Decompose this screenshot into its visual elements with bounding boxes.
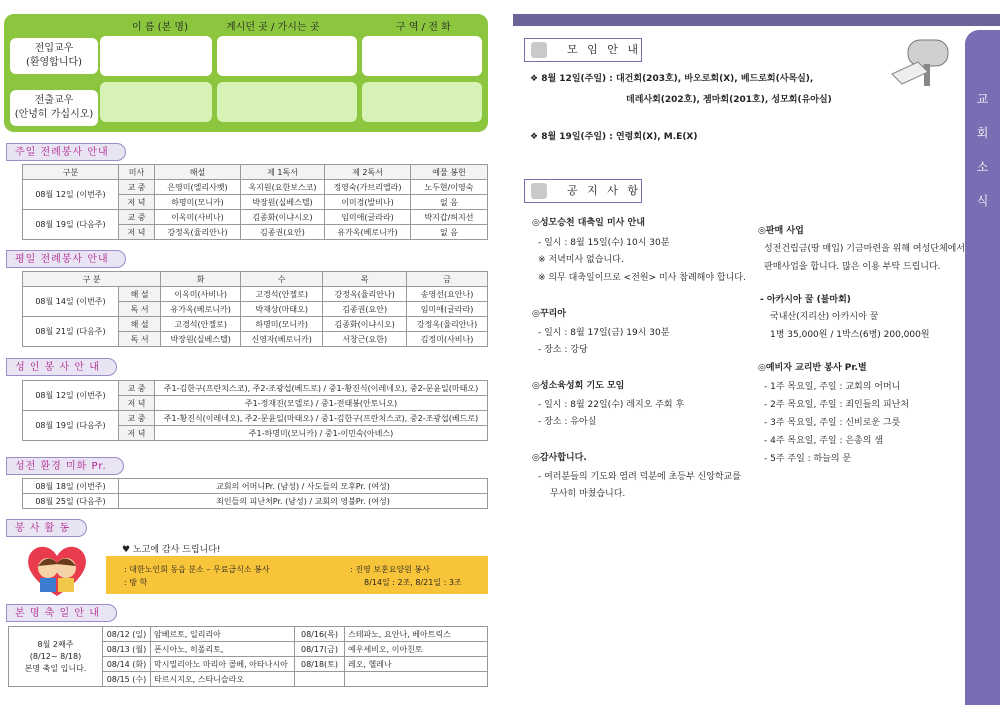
- table-cell: 교 중: [119, 180, 155, 195]
- notice-heading: ◎예비자 교리반 봉사 Pr.별: [758, 363, 867, 373]
- table-cell: 임미애(글라라): [325, 210, 411, 225]
- table-row: [23, 317, 488, 332]
- out-place-field[interactable]: [217, 82, 357, 122]
- eucharist-table: [22, 380, 488, 441]
- side-tab: [965, 30, 1000, 705]
- col-header: 수: [241, 272, 323, 287]
- meeting-line2: 데레사회(202호), 젬마회(201호), 성모회(유아실): [626, 95, 832, 105]
- notice-heading: ◎성모승천 대축일 미사 안내: [532, 218, 645, 228]
- table-cell: 예우세비오, 이아친토: [345, 642, 488, 657]
- notice-text: 무사히 마쳤습니다.: [550, 489, 626, 499]
- meeting-line3: ❖ 8월 19일(주일) : 연령회(X), M.E(X): [530, 132, 698, 142]
- notice-text: ※ 의무 대축일이므로 <전원> 미사 참례해야 합니다.: [538, 273, 746, 283]
- table-cell: 주1-하명미(모니카) / 중1-이민숙(아녜스): [155, 426, 488, 441]
- notice-heading: ◎감사합니다.: [532, 453, 587, 463]
- feast-title: 본 명 축 일 안 내: [6, 604, 117, 622]
- notice-heading: ◎꾸리아: [532, 309, 566, 319]
- weekday-title: 평일 전례봉사 안내: [6, 250, 126, 268]
- table-cell: 교회의 어머니Pr. (남성) / 사도들의 모후Pr. (여성): [119, 479, 488, 494]
- top-bar: [513, 14, 1000, 26]
- col-header: 미사: [119, 165, 155, 180]
- table-cell: 08월 19일 (다음주): [23, 411, 119, 441]
- table-cell: 김종권(요안): [241, 225, 325, 240]
- table-cell: 저 녁: [119, 225, 155, 240]
- table-cell: 이옥미(사비나): [155, 210, 241, 225]
- table-cell: 박장원(실베스텔): [161, 332, 241, 347]
- table-cell: 독 서: [119, 332, 161, 347]
- table-row: [23, 287, 488, 302]
- out-name-field[interactable]: [100, 82, 212, 122]
- table-row: [23, 411, 488, 426]
- notice-heading: ◎성소육성회 기도 모임: [532, 381, 625, 391]
- table-cell: 스테파노, 요안나, 베아트릭스: [345, 627, 488, 642]
- notice-title-box: [524, 179, 642, 203]
- side-tab-char: 식: [976, 194, 989, 208]
- notice-text: - 일시 : 8월 22일(수) 레지오 주회 후: [538, 400, 685, 410]
- table-cell: 고경석(안젤로): [161, 317, 241, 332]
- table-cell: 주1-황진식(이레네오), 주2-문윤일(마태오) / 중1-김한구(프란치스코), 중2-조광섭(베드로): [155, 411, 488, 426]
- col-header: 제 1독서: [241, 165, 325, 180]
- table-cell: 강정옥(율리안나): [323, 287, 407, 302]
- meeting-line1: ❖ 8월 12일(주일) : 대건회(203호), 바오로회(X), 베드로회(사목실),: [530, 74, 814, 84]
- table-cell: 임미애(글라라): [407, 302, 488, 317]
- table-cell: 김종권(요안): [323, 302, 407, 317]
- table-cell: 레오, 헬레나: [345, 657, 488, 672]
- table-cell: 주1-김한구(프란치스코), 주2-조광섭(베드로) / 중1-황진식(이레네오), 중2-문윤일(마태오): [155, 381, 488, 396]
- table-row: [23, 180, 488, 195]
- col-header: 제 2독서: [325, 165, 411, 180]
- table-row: [23, 165, 488, 180]
- table-cell: 08/18(토): [295, 657, 345, 672]
- in-name-field[interactable]: [100, 36, 212, 76]
- table-row: [23, 479, 488, 494]
- side-tab-char: 회: [976, 126, 989, 140]
- notice-text: 1병 35,000원 / 1박스(6병) 200,000원: [770, 330, 930, 340]
- table-cell: 저 녁: [119, 426, 155, 441]
- notice-text: - 여러분들의 기도와 염려 덕분에 초등부 신앙학교를: [538, 472, 741, 482]
- table-cell: [345, 672, 488, 687]
- table-cell: 08/13 (월): [103, 642, 151, 657]
- sunday-table: [22, 164, 488, 240]
- table-cell: 08/15 (수): [103, 672, 151, 687]
- notice-text: - 3주 목요일, 주일 : 신비로운 그릇: [764, 418, 901, 428]
- table-cell: 이옥미(사비나): [161, 287, 241, 302]
- col-header: 화: [161, 272, 241, 287]
- mailbox-icon: [888, 34, 954, 90]
- notice-text: - 일시 : 8월 15일(수) 10시 30분: [538, 238, 670, 248]
- children-illustration-icon: [22, 538, 92, 600]
- table-cell: 08월 21일 (다음주): [23, 317, 119, 347]
- in-place-field[interactable]: [217, 36, 357, 76]
- table-cell: 김종화(이냐시오): [323, 317, 407, 332]
- table-cell: 박지갑/허지선: [411, 210, 488, 225]
- out-district-field[interactable]: [362, 82, 482, 122]
- in-district-field[interactable]: [362, 36, 482, 76]
- table-cell: 08월 12일 (이번주): [23, 381, 119, 411]
- table-cell: [295, 672, 345, 687]
- table-row: [9, 627, 488, 642]
- table-cell: 저 녁: [119, 396, 155, 411]
- table-cell: 08월 25일 (다음주): [23, 494, 119, 509]
- header-name: 이 름 (본 명): [132, 22, 188, 33]
- meeting-title: 모 임 안 내: [567, 43, 641, 56]
- service-line1: : 대한노인회 동읍 분소 – 무료급식소 봉사: [124, 565, 270, 574]
- table-row: [23, 272, 488, 287]
- table-cell: 막시밀리아노 마리아 콜베, 아타나시아: [151, 657, 295, 672]
- notice-text: ※ 저녁미사 없습니다.: [538, 255, 624, 265]
- table-cell: 교 중: [119, 210, 155, 225]
- table-cell: 암베르토, 일리리아: [151, 627, 295, 642]
- table-cell: 신영자(베로니카): [241, 332, 323, 347]
- notice-text: - 5주 주일 : 하늘의 문: [764, 454, 852, 464]
- table-cell: 하명미(모니카): [241, 317, 323, 332]
- service-line4: 8/14일 : 2조, 8/21일 : 3조: [364, 578, 462, 587]
- side-tab-char: 교: [976, 92, 989, 106]
- table-cell: 08/16(목): [295, 627, 345, 642]
- table-cell: 정영숙(가브리엘라): [325, 180, 411, 195]
- table-cell: 은영미(엘리사벳): [155, 180, 241, 195]
- service-thanks: ♥ 노고에 감사 드립니다!: [122, 545, 221, 555]
- table-cell: 송영선(요안나): [407, 287, 488, 302]
- table-cell: 옥지원(요한보스코): [241, 180, 325, 195]
- eucharist-title: 성 인 봉 사 안 내: [6, 358, 117, 376]
- weekday-table: [22, 271, 488, 347]
- table-cell: 교 중: [119, 381, 155, 396]
- notice-text: 판매사업을 합니다. 많은 이용 부탁 드립니다.: [764, 262, 941, 272]
- table-cell: 저 녁: [119, 195, 155, 210]
- table-row: [23, 381, 488, 396]
- newcomer-in-label: 전입교우 (환영합니다): [10, 38, 98, 74]
- service-line2: : 방 학: [124, 578, 148, 587]
- table-cell: 08월 18일 (이번주): [23, 479, 119, 494]
- service-band: [106, 556, 488, 594]
- notice-text: - 일시 : 8월 17일(금) 19시 30분: [538, 328, 670, 338]
- table-cell: 타르시지오, 스타니슬라오: [151, 672, 295, 687]
- table-row: [23, 210, 488, 225]
- col-header: 예물 봉헌: [411, 165, 488, 180]
- table-cell: 박장원(실베스텔): [241, 195, 325, 210]
- table-cell: 유가옥(베로니카): [161, 302, 241, 317]
- notice-text: - 장소 : 유아실: [538, 417, 597, 427]
- table-cell: 08/17(금): [295, 642, 345, 657]
- table-cell: 08/12 (일): [103, 627, 151, 642]
- side-tab-char: 소: [976, 160, 989, 174]
- table-row: [23, 494, 488, 509]
- feast-table: [8, 626, 488, 687]
- table-cell: 강정옥(율리안나): [407, 317, 488, 332]
- col-header: 금: [407, 272, 488, 287]
- table-cell: 노두현/이영숙: [411, 180, 488, 195]
- col-header: 구 분: [23, 272, 161, 287]
- service-title: 봉 사 활 동: [6, 519, 87, 537]
- header-district: 구 역 / 전 화: [396, 22, 451, 33]
- col-header: 목: [323, 272, 407, 287]
- table-cell: 유가옥(베로니카): [325, 225, 411, 240]
- table-cell: 독 서: [119, 302, 161, 317]
- table-cell: 강정옥(율리안나): [155, 225, 241, 240]
- notice-text: - 1주 목요일, 주일 : 교회의 어머니: [764, 382, 901, 392]
- table-cell: 해 설: [119, 317, 161, 332]
- environment-table: [22, 478, 488, 509]
- notice-text: 성전건립금(땅 매입) 기금마련을 위해 여성단체에서: [764, 244, 966, 254]
- table-cell: 김정미(사비나): [407, 332, 488, 347]
- table-cell: 교 중: [119, 411, 155, 426]
- newcomer-out-label: 전출교우 (안녕히 가십시오): [10, 90, 98, 126]
- notice-heading: ◎판매 사업: [758, 226, 804, 236]
- environment-title: 성전 환경 미화 Pr.: [6, 457, 124, 475]
- col-header: 구분: [23, 165, 119, 180]
- service-line3: : 진영 보훈요양원 봉사: [350, 565, 430, 574]
- table-cell: 주1-정재진(모델로) / 중1-전태봉(안토니오): [155, 396, 488, 411]
- table-cell: 08월 12일 (이번주): [23, 180, 119, 210]
- gear-icon: [531, 183, 547, 199]
- gear-icon: [531, 42, 547, 58]
- table-cell: 08월 14일 (이번주): [23, 287, 119, 317]
- table-cell: 폰시아노, 히폴리토,: [151, 642, 295, 657]
- table-cell: 서창근(요한): [323, 332, 407, 347]
- table-cell: 죄인들의 피난처Pr. (남성) / 교회의 영불Pr. (여성): [119, 494, 488, 509]
- notice-text: - 2주 목요일, 주일 : 죄인들의 피난처: [764, 400, 910, 410]
- table-cell: 박재상(마태오): [241, 302, 323, 317]
- table-cell: 08월 19일 (다음주): [23, 210, 119, 240]
- col-header: 해설: [155, 165, 241, 180]
- newcomer-box: [4, 14, 488, 132]
- notice-text: 국내산(지리산) 아카시아 꿀: [770, 312, 879, 322]
- table-cell: 하명미(모니카): [155, 195, 241, 210]
- header-place: 계시던 곳 / 가시는 곳: [226, 22, 320, 33]
- table-cell: 이미경(발비나): [325, 195, 411, 210]
- notice-text: - 4주 목요일, 주일 : 은총의 샘: [764, 436, 883, 446]
- meeting-title-box: [524, 38, 642, 62]
- table-cell: 8월 2째주 (8/12~ 8/18) 본명 축일 입니다.: [9, 627, 103, 687]
- notice-text: - 장소 : 강당: [538, 345, 588, 355]
- sunday-title: 주일 전례봉사 안내: [6, 143, 126, 161]
- notice-title: 공 지 사 항: [567, 184, 641, 197]
- table-cell: 김종화(이냐시오): [241, 210, 325, 225]
- table-cell: 08/14 (화): [103, 657, 151, 672]
- table-cell: 없 음: [411, 225, 488, 240]
- notice-heading: - 아카시아 꿀 (불마회): [760, 295, 851, 305]
- table-cell: 고경석(안젤로): [241, 287, 323, 302]
- table-cell: 없 음: [411, 195, 488, 210]
- table-cell: 해 설: [119, 287, 161, 302]
